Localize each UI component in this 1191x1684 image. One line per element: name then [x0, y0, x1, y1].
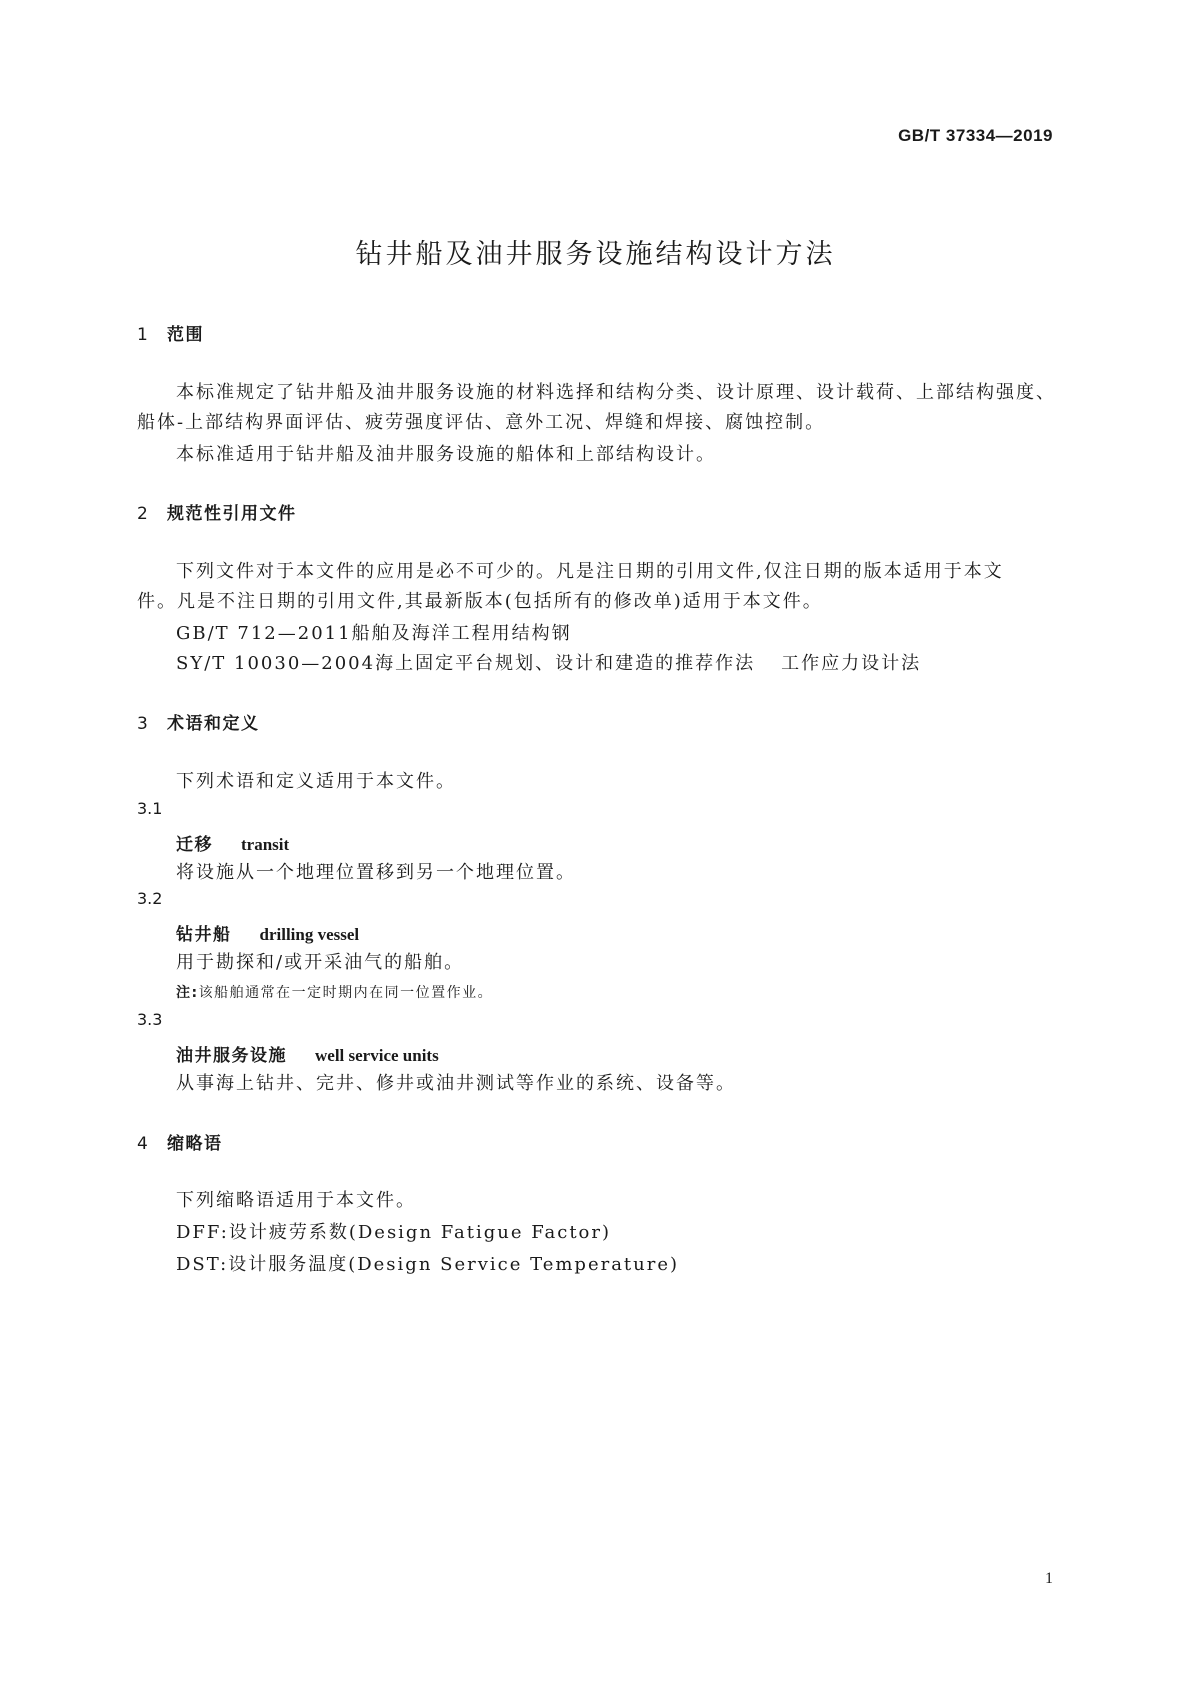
document-title: 钻井船及油井服务设施结构设计方法 — [355, 239, 836, 270]
term-definition: 将设施从一个地理位置移到另一个地理位置。 — [176, 862, 576, 883]
paragraph-line: 船体-上部结构界面评估、疲劳强度评估、意外工况、焊缝和焊接、腐蚀控制。 — [137, 412, 826, 433]
section-number: 4 — [137, 1134, 148, 1154]
section-title: 范围 — [167, 325, 204, 345]
term-zh: 油井服务设施 — [176, 1046, 287, 1066]
section-number: 3 — [137, 714, 148, 734]
reference-code: GB/T 712—2011 — [176, 623, 352, 644]
section-number: 2 — [137, 504, 148, 524]
section-heading-1 — [137, 320, 204, 345]
paragraph: 本标准适用于钻井船及油井服务设施的船体和上部结构设计。 — [176, 444, 716, 465]
term-note — [176, 982, 493, 1002]
note-text: 该船舶通常在一定时期内在同一位置作业。 — [198, 985, 494, 1001]
clause-number: 3.1 — [137, 799, 163, 818]
reference-item — [176, 649, 921, 675]
clause-number: 3.2 — [137, 889, 163, 908]
term-entry — [176, 830, 289, 855]
section-title: 缩略语 — [167, 1134, 223, 1154]
section-heading-3 — [137, 709, 260, 734]
term-en: transit — [241, 835, 290, 854]
term-definition: 用于勘探和/或开采油气的船舶。 — [176, 952, 465, 973]
section-heading-4 — [137, 1129, 223, 1154]
paragraph: 下列术语和定义适用于本文件。 — [176, 771, 456, 792]
paragraph: 下列缩略语适用于本文件。 — [176, 1190, 416, 1211]
page-number: 1 — [1045, 1570, 1053, 1587]
term-en: drilling vessel — [259, 925, 360, 944]
term-en: well service units — [315, 1046, 439, 1065]
reference-code: SY/T 10030—2004 — [176, 653, 376, 674]
paragraph-line: 下列文件对于本文件的应用是必不可少的。凡是注日期的引用文件,仅注日期的版本适用于本文 — [176, 561, 1004, 582]
term-definition: 从事海上钻井、完井、修井或油井测试等作业的系统、设备等。 — [176, 1073, 736, 1094]
section-heading-2 — [137, 499, 297, 524]
term-entry — [176, 920, 359, 945]
standard-number: GB/T 37334—2019 — [898, 126, 1053, 145]
clause-number: 3.3 — [137, 1010, 163, 1029]
reference-item — [176, 619, 572, 645]
term-entry — [176, 1041, 439, 1066]
reference-title: 船舶及海洋工程用结构钢 — [351, 623, 572, 644]
section-number: 1 — [137, 325, 148, 345]
abbreviation-item: DFF:设计疲劳系数(Design Fatigue Factor) — [176, 1222, 612, 1243]
section-title: 术语和定义 — [167, 714, 260, 734]
abbreviation-item: DST:设计服务温度(Design Service Temperature) — [176, 1254, 680, 1275]
reference-subtitle: 工作应力设计法 — [781, 653, 922, 674]
reference-title: 海上固定平台规划、设计和建造的推荐作法 — [375, 653, 756, 674]
paragraph-line: 件。凡是不注日期的引用文件,其最新版本(包括所有的修改单)适用于本文件。 — [137, 591, 823, 612]
note-label: 注: — [176, 985, 199, 1001]
section-title: 规范性引用文件 — [167, 504, 297, 524]
term-zh: 迁移 — [176, 835, 213, 855]
term-zh: 钻井船 — [176, 925, 232, 945]
paragraph-line: 本标准规定了钻井船及油井服务设施的材料选择和结构分类、设计原理、设计载荷、上部结构强度、 — [176, 382, 1056, 403]
